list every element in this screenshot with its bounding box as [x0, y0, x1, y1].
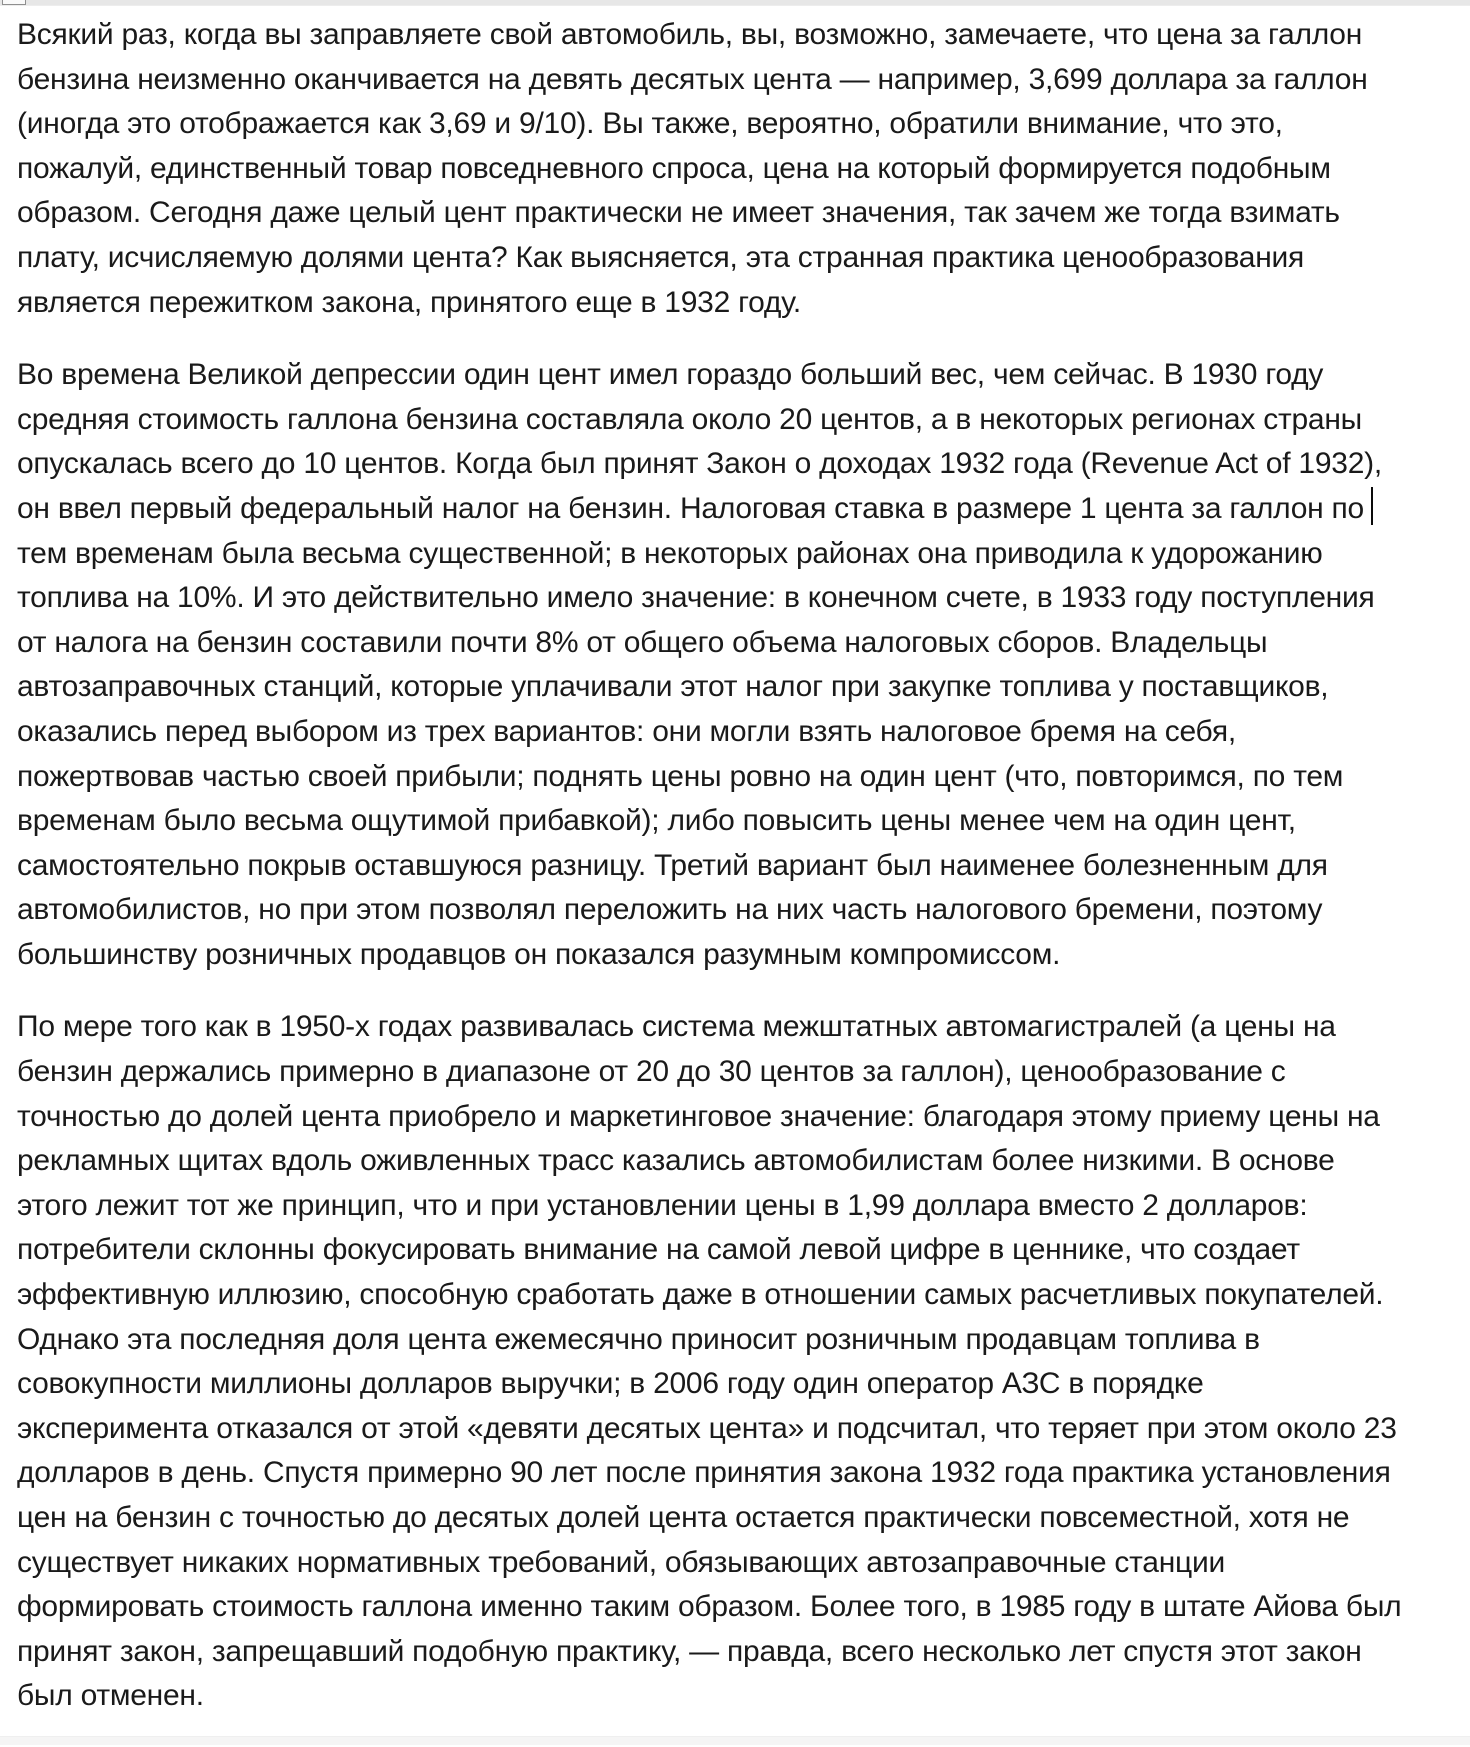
text-line-content: точностью до долей цента приобрело и маркетинговое значение: благодаря этому приему цены на	[17, 1100, 1380, 1133]
paragraph	[17, 1005, 1453, 1719]
text-line-content: опускалась всего до 10 центов. Когда был принят Закон о доходах 1932 года (Revenue Act of 1932),	[17, 447, 1382, 480]
text-line-content: является пережитком закона, принятого еще в 1932 году.	[17, 286, 801, 319]
text-line-content: рекламных щитах вдоль оживленных трасс казались автомобилистам более низкими. В основе	[17, 1144, 1335, 1177]
text-line	[17, 1674, 1453, 1719]
text-line	[17, 710, 1453, 755]
text-line	[17, 102, 1453, 147]
text-cursor	[1371, 487, 1374, 525]
text-line	[17, 1496, 1453, 1541]
text-line-content: плату, исчисляемую долями цента? Как выясняется, эта странная практика ценообразования	[17, 241, 1304, 274]
text-line-content: автомобилистов, но при этом позволял переложить на них часть налогового бремени, поэтому	[17, 893, 1322, 926]
text-line-content: топлива на 10%. И это действительно имело значение: в конечном счете, в 1933 году поступления	[17, 581, 1374, 614]
text-line	[17, 1318, 1453, 1363]
text-line	[17, 665, 1453, 710]
text-line	[17, 398, 1453, 443]
text-line	[17, 1362, 1453, 1407]
text-line-content: оказались перед выбором из трех вариантов: они могли взять налоговое бремя на себя,	[17, 715, 1236, 748]
text-line-content: цен на бензин с точностью до десятых долей цента остается практически повсеместной, хотя не	[17, 1501, 1349, 1534]
text-line	[17, 353, 1453, 398]
text-line	[17, 799, 1453, 844]
text-line	[17, 1630, 1453, 1675]
text-line	[17, 191, 1453, 236]
paragraph	[17, 13, 1453, 325]
text-line	[17, 281, 1453, 326]
text-line-content: пожалуй, единственный товар повседневного спроса, цена на который формируется подобным	[17, 152, 1331, 185]
text-line	[17, 576, 1453, 621]
text-line	[17, 1273, 1453, 1318]
text-line-content: Во времена Великой депрессии один цент имел гораздо больший вес, чем сейчас. В 1930 году	[17, 358, 1323, 391]
toolbar-button-remnant[interactable]	[2, 0, 26, 5]
text-line	[17, 1139, 1453, 1184]
text-line	[17, 1005, 1453, 1050]
article-text[interactable]	[17, 6, 1453, 1747]
text-line	[17, 13, 1453, 58]
text-line-content: существует никаких нормативных требований, обязывающих автозаправочные станции	[17, 1546, 1225, 1579]
text-line	[17, 933, 1453, 978]
text-line	[17, 532, 1453, 577]
text-line-content: он ввел первый федеральный налог на бензин. Налоговая ставка в размере 1 цента за галлон по	[17, 492, 1364, 525]
text-line	[17, 1451, 1453, 1496]
text-line	[17, 621, 1453, 666]
text-line	[17, 1184, 1453, 1229]
text-line-content: потребители склонны фокусировать внимание на самой левой цифре в ценнике, что создает	[17, 1233, 1300, 1266]
text-line-content: самостоятельно покрыв оставшуюся разницу. Третий вариант был наименее болезненным для	[17, 849, 1328, 882]
text-line-content: Всякий раз, когда вы заправляете свой автомобиль, вы, возможно, замечаете, что цена за галлон	[17, 18, 1362, 51]
text-line-content: бензина неизменно оканчивается на девять десятых цента — например, 3,699 доллара за галлон	[17, 63, 1368, 96]
text-line	[17, 755, 1453, 800]
text-line-content: большинству розничных продавцов он показался разумным компромиссом.	[17, 938, 1060, 971]
text-line-content: пожертвовав частью своей прибыли; поднять цены ровно на один цент (что, повторимся, по тем	[17, 760, 1343, 793]
text-line-content: тем временам была весьма существенной; в некоторых районах она приводила к удорожанию	[17, 537, 1322, 570]
text-line-content: от налога на бензин составили почти 8% от общего объема налоговых сборов. Владельцы	[17, 626, 1267, 659]
text-line	[17, 58, 1453, 103]
text-line	[17, 1407, 1453, 1452]
text-line	[17, 442, 1453, 487]
text-line-content: По мере того как в 1950-х годах развивалась система межштатных автомагистралей (а цены на	[17, 1010, 1336, 1043]
text-line-content: долларов в день. Спустя примерно 90 лет после принятия закона 1932 года практика установления	[17, 1456, 1391, 1489]
text-line	[17, 1585, 1453, 1630]
text-line-content: был отменен.	[17, 1679, 204, 1712]
text-line-content: совокупности миллионы долларов выручки; в 2006 году один оператор АЗС в порядке	[17, 1367, 1204, 1400]
text-line	[17, 147, 1453, 192]
text-line-content: принят закон, запрещавший подобную практику, — правда, всего несколько лет спустя этот закон	[17, 1635, 1362, 1668]
text-line	[17, 888, 1453, 933]
text-line-content: образом. Сегодня даже целый цент практически не имеет значения, так зачем же тогда взимать	[17, 196, 1340, 229]
text-line-content: средняя стоимость галлона бензина составляла около 20 центов, а в некоторых регионах страны	[17, 403, 1362, 436]
text-line	[17, 487, 1453, 532]
text-line	[17, 844, 1453, 889]
text-line-content: (иногда это отображается как 3,69 и 9/10). Вы также, вероятно, обратили внимание, что это,	[17, 107, 1283, 140]
text-line-content: формировать стоимость галлона именно таким образом. Более того, в 1985 году в штате Айова был	[17, 1590, 1401, 1623]
text-line	[17, 1095, 1453, 1140]
text-line-content: временам было весьма ощутимой прибавкой); либо повысить цены менее чем на один цент,	[17, 804, 1296, 837]
bottom-toolbar-edge	[0, 1736, 1470, 1745]
text-line	[17, 1541, 1453, 1586]
paragraph	[17, 353, 1453, 977]
text-line-content: бензин держались примерно в диапазоне от 20 до 30 центов за галлон), ценообразование с	[17, 1055, 1286, 1088]
text-line	[17, 1228, 1453, 1273]
text-line-content: эффективную иллюзию, способную сработать даже в отношении самых расчетливых покупателей.	[17, 1278, 1383, 1311]
text-line-content: Однако эта последняя доля цента ежемесячно приносит розничным продавцам топлива в	[17, 1323, 1260, 1356]
text-line-content: этого лежит тот же принцип, что и при установлении цены в 1,99 доллара вместо 2 долларов:	[17, 1189, 1307, 1222]
text-line	[17, 1050, 1453, 1095]
text-line-content: эксперимента отказался от этой «девяти десятых цента» и подсчитал, что теряет при этом около 23	[17, 1412, 1397, 1445]
text-line-content: автозаправочных станций, которые уплачивали этот налог при закупке топлива у поставщиков,	[17, 670, 1328, 703]
text-line	[17, 236, 1453, 281]
